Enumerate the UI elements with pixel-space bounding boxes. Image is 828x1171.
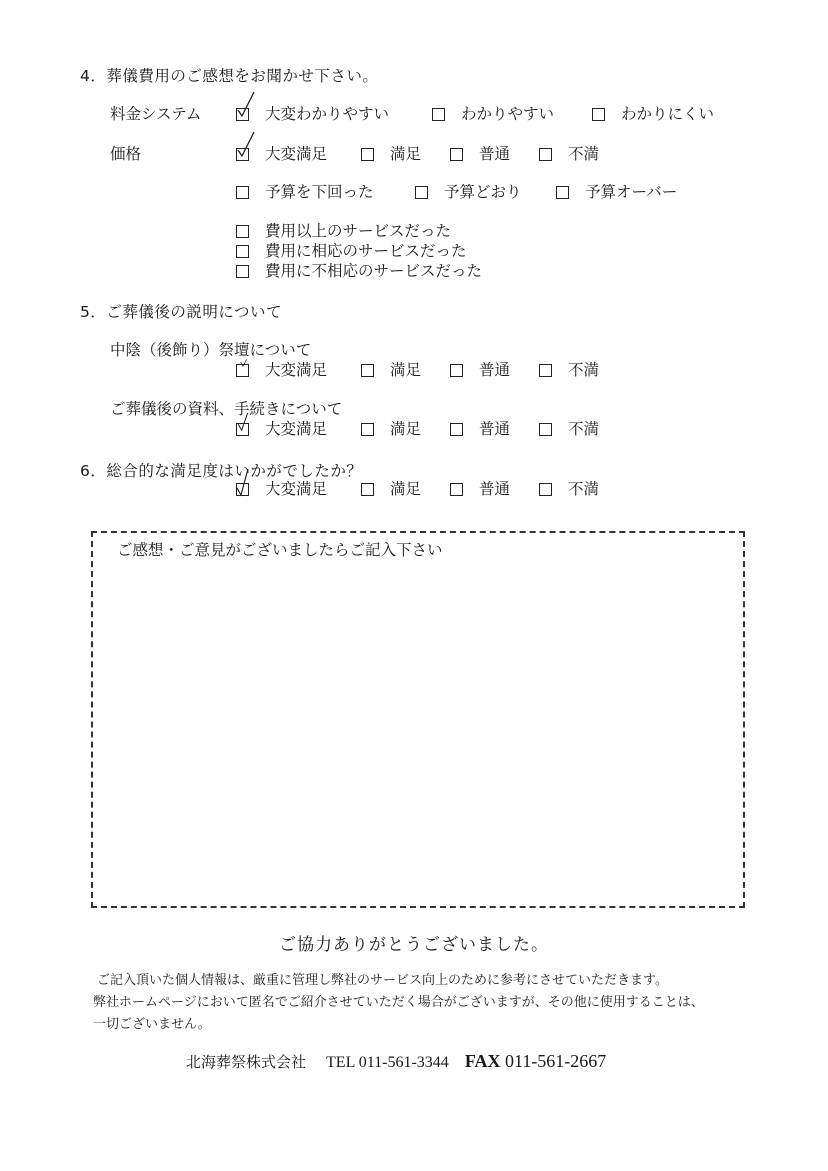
checkbox[interactable] — [236, 364, 249, 377]
q6-option-3[interactable] — [539, 479, 599, 499]
checkbox[interactable] — [236, 483, 249, 496]
q4-row4-option-2[interactable] — [236, 261, 482, 281]
option-label: 不満 — [568, 145, 600, 163]
option-label: 満足 — [390, 145, 422, 163]
option-label: 予算を下回った — [265, 183, 374, 201]
q4-row4-option-0[interactable] — [236, 221, 451, 241]
q4-row3-option-1[interactable] — [415, 182, 522, 202]
telephone-number: TEL 011-561-3344 — [326, 1054, 449, 1071]
q4-row1-option-2[interactable] — [592, 104, 714, 124]
checkbox[interactable] — [539, 423, 552, 436]
option-label: 費用以上のサービスだった — [265, 222, 452, 240]
check-mark-icon — [235, 359, 257, 377]
q5-sub1-option-1[interactable] — [361, 360, 421, 380]
option-label: 大変満足 — [265, 361, 328, 379]
checkbox[interactable] — [361, 483, 374, 496]
checkbox[interactable] — [539, 364, 552, 377]
option-label: 費用に相応のサービスだった — [265, 242, 467, 260]
privacy-note-line-2: 弊社ホームページにおいて匿名でご紹介させていただく場合がございますが、その他に使用することは、 — [93, 995, 704, 1010]
checkbox[interactable] — [415, 186, 428, 199]
q5-sub1-label: 中陰（後飾り）祭壇について — [110, 341, 312, 359]
checkbox[interactable] — [236, 423, 249, 436]
q6-option-2[interactable] — [450, 479, 510, 499]
check-mark-icon — [235, 131, 257, 161]
checkbox[interactable] — [556, 186, 569, 199]
comment-box[interactable] — [91, 531, 745, 908]
option-label: わかりやすい — [461, 105, 555, 123]
fax-number: FAX 011-561-2667 — [464, 1051, 607, 1071]
q5-sub2-option-2[interactable] — [450, 419, 510, 439]
q4-row1-label: 料金システム — [110, 105, 202, 123]
checkbox[interactable] — [450, 148, 463, 161]
checkbox[interactable] — [432, 108, 445, 121]
option-label: 大変わかりやすい — [265, 105, 390, 123]
q4-title: 4．葬儀費用のご感想をお聞かせ下さい。 — [80, 67, 379, 85]
check-mark-icon — [235, 412, 257, 438]
privacy-note-line-3: 一切ございません。 — [93, 1017, 211, 1032]
checkbox[interactable] — [236, 186, 249, 199]
q5-title: 5．ご葬儀後の説明について — [80, 303, 283, 321]
option-label: 予算オーバー — [585, 183, 678, 201]
q5-sub2-label: ご葬儀後の資料、手続きについて — [110, 400, 343, 418]
q4-row2-option-3[interactable] — [539, 144, 599, 164]
company-footer — [186, 1051, 606, 1072]
option-label: 満足 — [390, 420, 422, 438]
q5-sub1-option-3[interactable] — [539, 360, 599, 380]
option-label: 不満 — [568, 420, 600, 438]
privacy-note-line-1: ご記入頂いた個人情報は、厳重に管理し弊社のサービス向上のために参考にさせていただきます。 — [97, 973, 668, 988]
q4-row1-option-0[interactable] — [236, 104, 389, 124]
q5-sub2-option-3[interactable] — [539, 419, 599, 439]
option-label: 予算どおり — [444, 183, 522, 201]
checkbox[interactable] — [450, 423, 463, 436]
checkbox[interactable] — [236, 265, 249, 278]
checkbox[interactable] — [236, 108, 249, 121]
q6-option-1[interactable] — [361, 479, 421, 499]
checkbox[interactable] — [236, 148, 249, 161]
checkbox[interactable] — [361, 423, 374, 436]
checkbox[interactable] — [592, 108, 605, 121]
q4-row2-option-2[interactable] — [450, 144, 510, 164]
q5-sub2-option-1[interactable] — [361, 419, 421, 439]
check-mark-icon — [235, 468, 257, 498]
option-label: 不満 — [568, 361, 600, 379]
company-name: 北海葬祭株式会社 — [186, 1053, 307, 1071]
q4-row2-option-1[interactable] — [361, 144, 421, 164]
q4-row2-option-0[interactable] — [236, 144, 327, 164]
q5-sub1-option-0[interactable] — [236, 360, 327, 380]
option-label: 大変満足 — [265, 420, 328, 438]
option-label: 普通 — [479, 361, 511, 379]
option-label: 満足 — [390, 361, 422, 379]
q5-sub1-option-2[interactable] — [450, 360, 510, 380]
comment-label: ご感想・ご意見がございましたらご記入下さい — [117, 541, 443, 559]
q6-option-0[interactable] — [236, 479, 327, 499]
q4-row3-option-2[interactable] — [556, 182, 677, 202]
q4-row3-option-0[interactable] — [236, 182, 374, 202]
option-label: わかりにくい — [621, 105, 715, 123]
thanks-message: ご協力ありがとうございました。 — [279, 935, 549, 955]
option-label: 普通 — [479, 420, 511, 438]
option-label: 費用に不相応のサービスだった — [265, 262, 483, 280]
option-label: 普通 — [479, 480, 511, 498]
q4-row2-label: 価格 — [110, 145, 142, 163]
checkbox[interactable] — [539, 148, 552, 161]
checkbox[interactable] — [450, 483, 463, 496]
option-label: 普通 — [479, 145, 511, 163]
q4-row1-option-1[interactable] — [432, 104, 554, 124]
q6-title: 6．総合的な満足度はいかがでしたか？ — [80, 462, 363, 480]
checkbox[interactable] — [236, 225, 249, 238]
checkbox[interactable] — [361, 148, 374, 161]
q4-row4-option-1[interactable] — [236, 241, 467, 261]
checkbox[interactable] — [539, 483, 552, 496]
option-label: 不満 — [568, 480, 600, 498]
checkbox[interactable] — [236, 245, 249, 258]
check-mark-icon — [235, 91, 257, 121]
checkbox[interactable] — [450, 364, 463, 377]
option-label: 大変満足 — [265, 480, 328, 498]
option-label: 満足 — [390, 480, 422, 498]
checkbox[interactable] — [361, 364, 374, 377]
q5-sub2-option-0[interactable] — [236, 419, 327, 439]
option-label: 大変満足 — [265, 145, 328, 163]
